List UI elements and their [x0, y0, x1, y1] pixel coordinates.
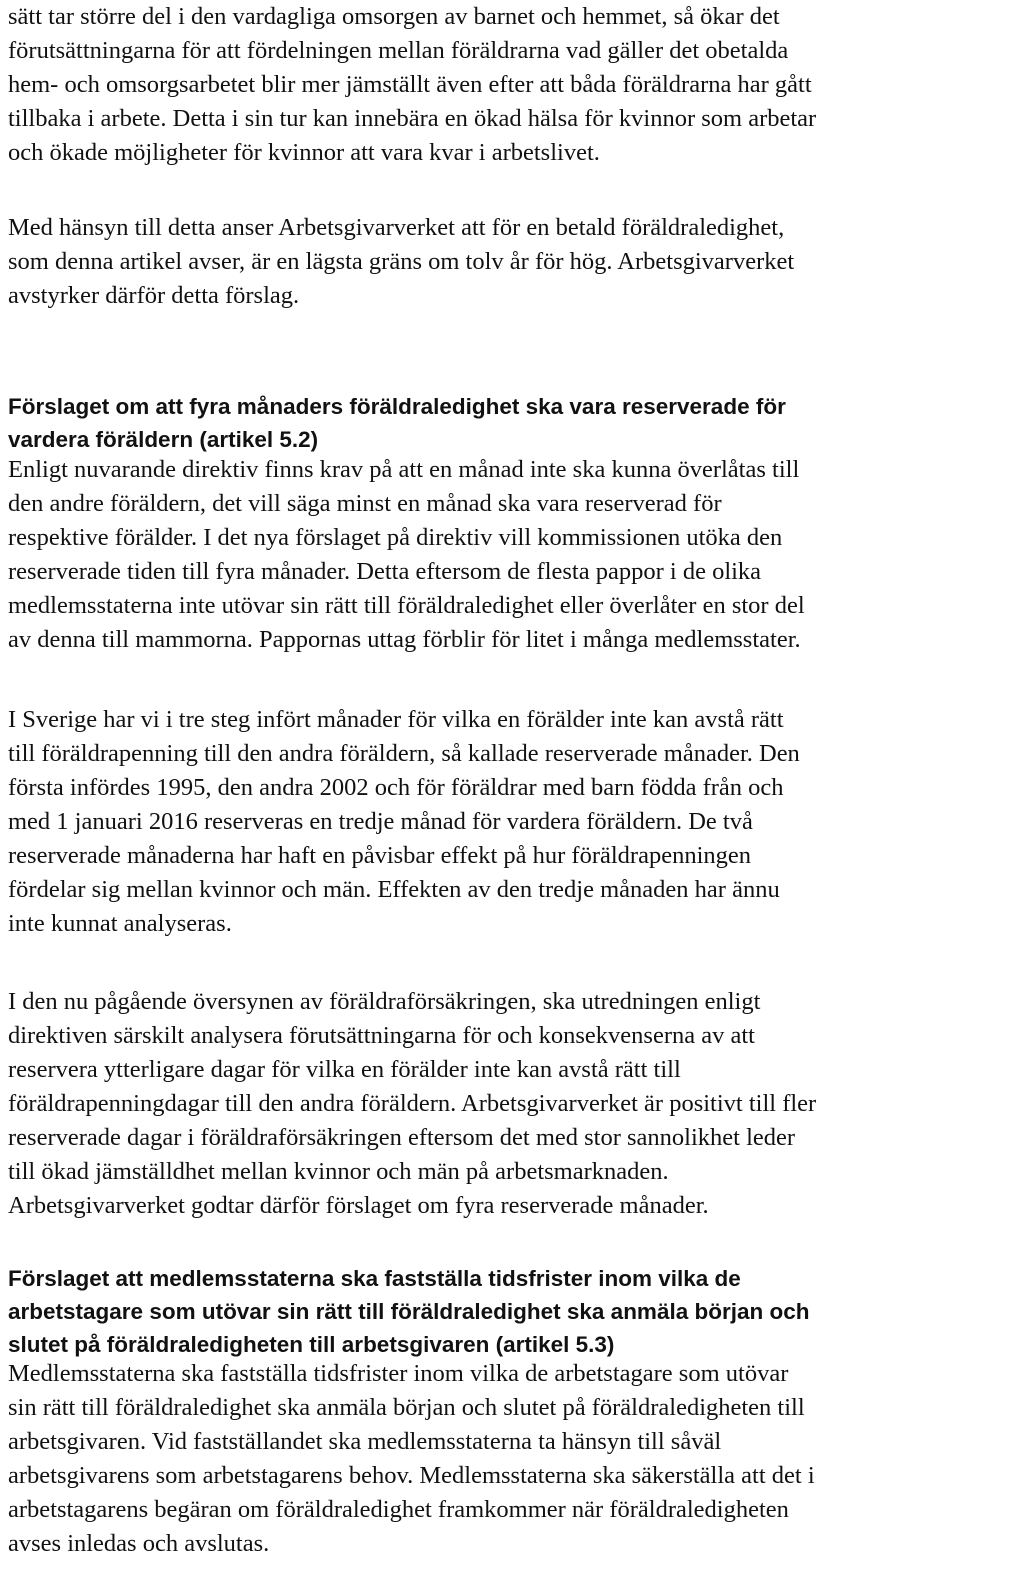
paragraph-ongoing-review: I den nu pågående översynen av föräldraförsäkringen, ska utredningen enligt direktiven särskilt analysera förutsättningarna för och konsekvenserna av att reservera ytterligare dagar för vilka en förälder inte kan avstå rätt till föräldrapenningdagar till den andra föräldern. Arbetsgivarverket är positivt till fler reserverade dagar i föräldraförsäkringen eftersom det med stor sannolikhet leder till ökad jämställdhet mellan kvinnor och män på arbetsmarknaden. Arbetsgivarverket godtar därför förslaget om fyra reserverade månader. — [8, 988, 817, 1219]
paragraph-continued: sätt tar större del i den vardagliga omsorgen av barnet och hemmet, så ökar det förutsättningarna för att fördelningen mellan föräldrarna vad gäller det obetalda hem- och omsorgsarbetet blir mer jämställt även efter att båda föräldrarna har gått tillbaka i arbete. Detta i sin tur kan innebära en ökad hälsa för kvinnor som arbetar och ökade möjligheter för kvinnor att vara kvar i arbetslivet. — [8, 3, 817, 166]
paragraph-article-5-2-intro: Enligt nuvarande direktiv finns krav på att en månad inte ska kunna överlåtas till den andre föräldern, det vill säga minst en månad ska vara reserverad för respektive förälder. I det nya förslaget på direktiv vill kommissionen utöka den reserverade tiden till fyra månader. Detta eftersom de flesta pappor i de olika medlemsstaterna inte utövar sin rätt till föräldraledighet eller överlåter en stor del av denna till mammorna. Pappornas uttag förblir för litet i många medlemsstater. — [8, 456, 805, 653]
paragraph-sweden-reserved-months: I Sverige har vi i tre steg infört månader för vilka en förälder inte kan avstå rätt till föräldrapenning till den andra föräldern, så kallade reserverade månader. Den första infördes 1995, den andra 2002 och för föräldrar med barn födda från och med 1 januari 2016 reserveras en tredje månad för vardera föräldern. De två reserverade månaderna har haft en påvisbar effekt på hur föräldrapenningen fördelar sig mellan kvinnor och män. Effekten av den tredje månaden har ännu inte kunnat analyseras. — [8, 706, 800, 937]
paragraph-article-5-3-intro: Medlemsstaterna ska fastställa tidsfrister inom vilka de arbetstagare som utövar sin rätt till föräldraledighet ska anmäla början och slutet på föräldraledigheten till arbetsgivaren. Vid fastställandet ska medlemsstaterna ta hänsyn till såväl arbetsgivarens som arbetstagarens behov. Medlemsstaterna ska säkerställa att det i arbetstagarens begäran om föräldraledighet framkommer när föräldraledigheten avses inledas och avslutas. — [8, 1360, 815, 1557]
section-heading-article-5-2: Förslaget om att fyra månaders föräldraledighet ska vara reserverade för vardera föräldern (artikel 5.2) — [8, 394, 786, 452]
section-heading-article-5-3: Förslaget att medlemsstaterna ska fastställa tidsfrister inom vilka de arbetstagare som utövar sin rätt till föräldraledighet ska anmäla början och slutet på föräldraledigheten till arbetsgivaren (artikel 5.3) — [8, 1266, 810, 1357]
paragraph-position: Med hänsyn till detta anser Arbetsgivarverket att för en betald föräldraledighet, som denna artikel avser, är en lägsta gräns om tolv år för hög. Arbetsgivarverket avstyrker därför detta förslag. — [8, 214, 795, 309]
